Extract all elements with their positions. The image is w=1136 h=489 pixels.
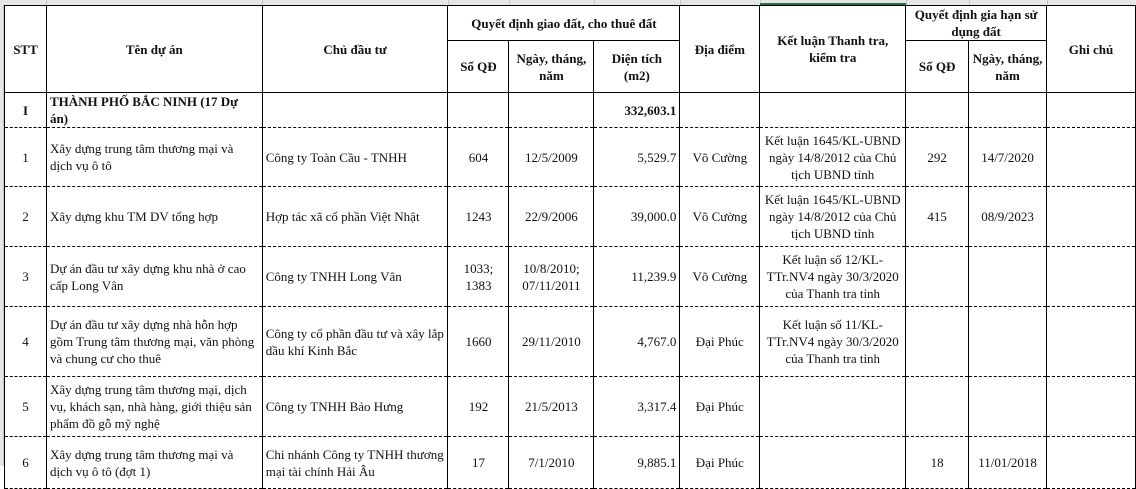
cell-ext-decision-no[interactable]: 415 xyxy=(906,187,969,247)
cell-area[interactable]: 3,317.4 xyxy=(594,377,680,437)
section-title[interactable]: THÀNH PHỐ BẮC NINH (17 Dự án) xyxy=(46,93,262,128)
cell-ext-decision-no[interactable]: 292 xyxy=(906,128,969,187)
cell-decision-no[interactable]: 1660 xyxy=(448,307,509,377)
cell-inspection[interactable]: Kết luận số 12/KL-TTr.NV4 ngày 30/3/2020 của Thanh tra tỉnh xyxy=(760,247,906,307)
cell-location[interactable]: Võ Cường xyxy=(680,247,760,307)
cell-ext-date[interactable] xyxy=(969,307,1047,377)
cell-date[interactable]: 12/5/2009 xyxy=(509,128,594,187)
section-total-area[interactable]: 332,603.1 xyxy=(594,93,680,128)
cell-empty[interactable] xyxy=(262,93,448,128)
cell-date[interactable]: 22/9/2006 xyxy=(509,187,594,247)
cell-area[interactable]: 4,767.0 xyxy=(594,307,680,377)
header-inspection[interactable]: Kết luận Thanh tra, kiểm tra xyxy=(760,6,906,93)
cell-empty[interactable] xyxy=(906,93,969,128)
table-row xyxy=(5,247,1136,307)
cell-inspection[interactable]: Kết luận 1645/KL-UBND ngày 14/8/2012 của Chủ tịch UBND tỉnh xyxy=(760,128,906,187)
cell-note[interactable] xyxy=(1047,128,1136,187)
cell-area[interactable]: 11,239.9 xyxy=(594,247,680,307)
header-decision-no[interactable]: Số QĐ xyxy=(448,41,509,93)
section-row xyxy=(5,93,1136,128)
cell-location[interactable]: Đại Phúc xyxy=(680,377,760,437)
cell-ext-decision-no[interactable] xyxy=(906,377,969,437)
header-land-allocation-group[interactable]: Quyết định giao đất, cho thuê đất xyxy=(448,6,680,41)
project-table xyxy=(4,5,1136,489)
cell-project-name[interactable]: Xây dựng trung tâm thương mại và dịch vụ ô tô xyxy=(46,128,262,187)
cell-date[interactable]: 10/8/2010; 07/11/2011 xyxy=(509,247,594,307)
cell-decision-no[interactable]: 604 xyxy=(448,128,509,187)
cell-stt[interactable]: 4 xyxy=(5,307,47,377)
cell-inspection[interactable] xyxy=(760,377,906,437)
table-row xyxy=(5,307,1136,377)
cell-inspection[interactable]: Kết luận số 11/KL-TTr.NV4 ngày 30/3/2020 của Thanh tra tỉnh xyxy=(760,307,906,377)
cell-project-name[interactable]: Xây dựng trung tâm thương mại, dịch vụ, khách sạn, nhà hàng, giới thiệu sản phẩm đồ gỗ mỹ nghệ xyxy=(46,377,262,437)
cell-investor[interactable]: Công ty TNHH Long Vân xyxy=(262,247,448,307)
cell-stt[interactable]: 5 xyxy=(5,377,47,437)
cell-inspection[interactable] xyxy=(760,437,906,489)
table-row xyxy=(5,377,1136,437)
cell-investor[interactable]: Chi nhánh Công ty TNHH thương mại tài chính Hải Âu xyxy=(262,437,448,489)
cell-location[interactable]: Võ Cường xyxy=(680,187,760,247)
cell-ext-date[interactable] xyxy=(969,377,1047,437)
cell-project-name[interactable]: Dự án đầu tư xây dựng nhà hỗn hợp gồm Trung tâm thương mại, văn phòng và chung cư cho thuê xyxy=(46,307,262,377)
cell-location[interactable]: Đại Phúc xyxy=(680,307,760,377)
cell-date[interactable]: 29/11/2010 xyxy=(509,307,594,377)
header-ext-decision-no[interactable]: Số QĐ xyxy=(906,41,969,93)
table-row xyxy=(5,187,1136,247)
cell-decision-no[interactable]: 1033; 1383 xyxy=(448,247,509,307)
cell-empty[interactable] xyxy=(680,93,760,128)
cell-area[interactable]: 9,885.1 xyxy=(594,437,680,489)
cell-investor[interactable]: Công ty TNHH Bảo Hưng xyxy=(262,377,448,437)
cell-decision-no[interactable]: 192 xyxy=(448,377,509,437)
cell-inspection[interactable]: Kết luận 1645/KL-UBND ngày 14/8/2012 của Chủ tịch UBND tỉnh xyxy=(760,187,906,247)
cell-note[interactable] xyxy=(1047,377,1136,437)
cell-stt[interactable]: 6 xyxy=(5,437,47,489)
cell-ext-date[interactable]: 14/7/2020 xyxy=(969,128,1047,187)
cell-ext-date[interactable] xyxy=(969,247,1047,307)
cell-empty[interactable] xyxy=(1047,93,1136,128)
cell-location[interactable]: Đại Phúc xyxy=(680,437,760,489)
cell-stt[interactable]: 1 xyxy=(5,128,47,187)
header-project-name[interactable]: Tên dự án xyxy=(46,6,262,93)
cell-decision-no[interactable]: 17 xyxy=(448,437,509,489)
cell-area[interactable]: 5,529.7 xyxy=(594,128,680,187)
cell-stt[interactable]: 2 xyxy=(5,187,47,247)
cell-ext-decision-no[interactable] xyxy=(906,247,969,307)
cell-project-name[interactable]: Xây dựng trung tâm thương mại và dịch vụ ô tô (đợt 1) xyxy=(46,437,262,489)
cell-stt[interactable]: 3 xyxy=(5,247,47,307)
header-stt[interactable]: STT xyxy=(5,6,47,93)
cell-decision-no[interactable]: 1243 xyxy=(448,187,509,247)
header-date[interactable]: Ngày, tháng, năm xyxy=(509,41,594,93)
header-extension-group[interactable]: Quyết định gia hạn sử dụng đất xyxy=(906,6,1047,41)
cell-ext-date[interactable]: 08/9/2023 xyxy=(969,187,1047,247)
header-location[interactable]: Địa điểm xyxy=(680,6,760,93)
cell-date[interactable]: 21/5/2013 xyxy=(509,377,594,437)
cell-location[interactable]: Võ Cường xyxy=(680,128,760,187)
cell-note[interactable] xyxy=(1047,187,1136,247)
cell-investor[interactable]: Công ty Toàn Cầu - TNHH xyxy=(262,128,448,187)
cell-empty[interactable] xyxy=(760,93,906,128)
cell-note[interactable] xyxy=(1047,247,1136,307)
cell-note[interactable] xyxy=(1047,307,1136,377)
cell-area[interactable]: 39,000.0 xyxy=(594,187,680,247)
table-row xyxy=(5,437,1136,489)
table-row xyxy=(5,128,1136,187)
cell-ext-decision-no[interactable]: 18 xyxy=(906,437,969,489)
cell-investor[interactable]: Công ty cổ phần đầu tư và xây lắp dầu khí Kinh Bắc xyxy=(262,307,448,377)
cell-empty[interactable] xyxy=(448,93,509,128)
cell-date[interactable]: 7/1/2010 xyxy=(509,437,594,489)
cell-ext-decision-no[interactable] xyxy=(906,307,969,377)
cell-investor[interactable]: Hợp tác xã cổ phần Việt Nhật xyxy=(262,187,448,247)
cell-empty[interactable] xyxy=(969,93,1047,128)
cell-empty[interactable] xyxy=(509,93,594,128)
section-stt[interactable]: I xyxy=(5,93,47,128)
header-note[interactable]: Ghi chú xyxy=(1047,6,1136,93)
header-investor[interactable]: Chủ đầu tư xyxy=(262,6,448,93)
cell-ext-date[interactable]: 11/01/2018 xyxy=(969,437,1047,489)
header-area[interactable]: Diện tích (m2) xyxy=(594,41,680,93)
cell-note[interactable] xyxy=(1047,437,1136,489)
cell-project-name[interactable]: Dự án đầu tư xây dựng khu nhà ở cao cấp Long Vân xyxy=(46,247,262,307)
header-ext-date[interactable]: Ngày, tháng, năm xyxy=(969,41,1047,93)
cell-project-name[interactable]: Xây dựng khu TM DV tổng hợp xyxy=(46,187,262,247)
